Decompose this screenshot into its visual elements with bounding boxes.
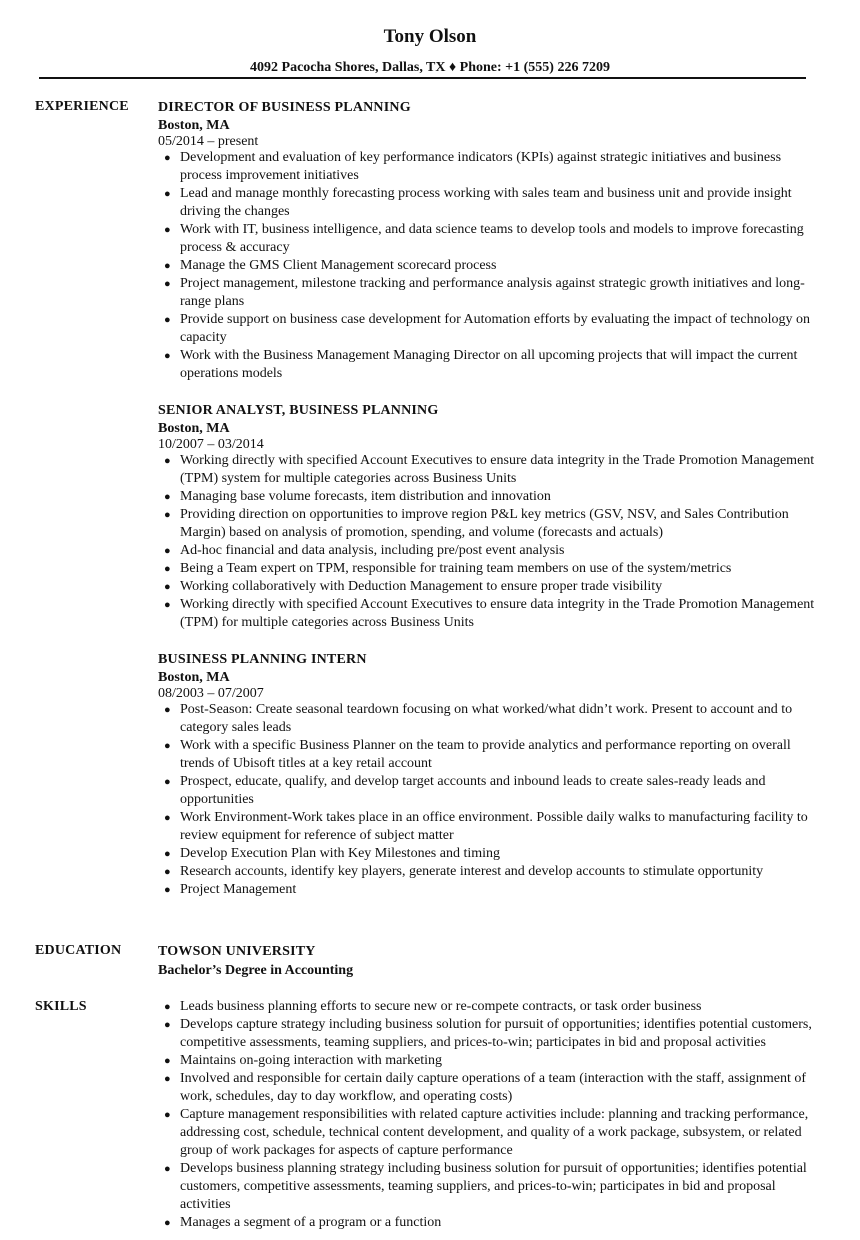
- bullet-icon: ●: [164, 545, 171, 557]
- bullet-text: Provide support on business case development for Automation efforts by evaluating the impact of technology on capacity: [180, 312, 810, 345]
- bullet-text: Being a Team expert on TPM, responsible for training team members on use of the system/metrics: [180, 561, 732, 576]
- bullet-icon: ●: [164, 581, 171, 593]
- skills-body: [158, 998, 818, 1232]
- contact-line: 4092 Pacocha Shores, Dallas, TX ♦ Phone: +1 (555) 226 7209: [250, 60, 610, 75]
- bullet-text: Lead and manage monthly forecasting process working with sales team and business unit and provide insight driving the changes: [180, 186, 792, 219]
- bullet-icon: ●: [164, 866, 171, 878]
- bullet-icon: ●: [164, 350, 171, 362]
- list-item: [158, 542, 818, 560]
- list-item: [158, 1106, 818, 1160]
- bullet-icon: ●: [164, 152, 171, 164]
- degree-name: Bachelor’s Degree in Accounting: [158, 963, 354, 978]
- section-title-experience: EXPERIENCE: [35, 99, 129, 114]
- bullet-icon: ●: [164, 1055, 171, 1067]
- bullet-text: Develop Execution Plan with Key Milestones and timing: [180, 846, 501, 861]
- bullet-icon: ●: [164, 491, 171, 503]
- bullet-text: Prospect, educate, qualify, and develop target accounts and inbound leads to create sales-ready leads and opportunities: [180, 774, 766, 807]
- education-entry: [158, 942, 818, 980]
- list-item: [158, 1052, 818, 1070]
- list-item: [158, 560, 818, 578]
- list-item: [158, 1160, 818, 1214]
- bullet-icon: ●: [164, 1073, 171, 1085]
- job-bullets: [158, 452, 818, 632]
- bullet-text: Working directly with specified Account Executives to ensure data integrity in the Trade Promotion Management (TPM) system for multiple categories across Business Units: [180, 453, 815, 486]
- list-item: [158, 311, 818, 347]
- bullet-text: Involved and responsible for certain daily capture operations of a team (interaction with the staff, assignment of work, schedules, day to day workflow, and operating costs): [180, 1071, 807, 1104]
- list-item: [158, 845, 818, 863]
- bullet-icon: ●: [164, 1019, 171, 1031]
- bullet-text: Post-Season: Create seasonal teardown focusing on what worked/what didn’t work. Present to account and to category sales leads: [180, 702, 793, 735]
- bullet-icon: ●: [164, 1109, 171, 1121]
- bullet-text: Manage the GMS Client Management scorecard process: [180, 258, 497, 273]
- bullet-text: Working collaboratively with Deduction Management to ensure proper trade visibility: [180, 579, 663, 594]
- list-item: [158, 185, 818, 221]
- list-item: [158, 1070, 818, 1106]
- bullet-icon: ●: [164, 704, 171, 716]
- bullet-text: Leads business planning efforts to secure new or re-compete contracts, or task order business: [180, 999, 702, 1014]
- bullet-text: Maintains on-going interaction with marketing: [180, 1053, 443, 1068]
- header-divider: [39, 77, 806, 79]
- list-item: [158, 809, 818, 845]
- list-item: [158, 998, 818, 1016]
- bullet-icon: ●: [164, 776, 171, 788]
- job-title: SENIOR ANALYST, BUSINESS PLANNING: [158, 403, 439, 418]
- bullet-icon: ●: [164, 224, 171, 236]
- bullet-text: Manages a segment of a program or a function: [180, 1215, 442, 1230]
- bullet-text: Develops capture strategy including business solution for pursuit of opportunities; identifies potential customers, competitive assessments, teaming suppliers, and prices-to-win; participates in bid and proposal activities: [180, 1017, 812, 1050]
- job-location: Boston, MA: [158, 670, 230, 685]
- list-item: [158, 488, 818, 506]
- bullet-icon: ●: [164, 1163, 171, 1175]
- list-item: [158, 452, 818, 488]
- bullet-text: Project Management: [180, 882, 297, 897]
- resume-header: [0, 0, 860, 77]
- job-dates: 10/2007 – 03/2014: [158, 437, 264, 452]
- job-dates: 05/2014 – present: [158, 134, 259, 149]
- bullet-icon: ●: [164, 1001, 171, 1013]
- bullet-text: Providing direction on opportunities to improve region P&L key metrics (GSV, NSV, and Sales Contribution Margin) based on analysis of promotion, spending, and volume (forecasts and actuals): [180, 507, 789, 540]
- bullet-text: Work with a specific Business Planner on the team to provide analytics and performance reporting on overall trends of Ubisoft titles at a key retail account: [180, 738, 791, 771]
- job-title: DIRECTOR OF BUSINESS PLANNING: [158, 100, 411, 115]
- bullet-icon: ●: [164, 188, 171, 200]
- bullet-icon: ●: [164, 509, 171, 521]
- bullet-text: Ad-hoc financial and data analysis, including pre/post event analysis: [180, 543, 565, 558]
- bullet-icon: ●: [164, 314, 171, 326]
- job-entry: [158, 98, 818, 383]
- bullet-text: Capture management responsibilities with related capture activities include: planning and tracking performance, addressing cost, schedule, technical content development, and quality of a work package, subsystem, or related group of work packages for aspects of capture performance: [180, 1107, 809, 1158]
- list-item: [158, 1016, 818, 1052]
- job-location: Boston, MA: [158, 118, 230, 133]
- bullet-icon: ●: [164, 1217, 171, 1229]
- bullet-text: Develops business planning strategy including business solution for pursuit of opportunities; identifies potential customers, competitive assessments, teaming suppliers, and prices-to-win; participates in bid and proposal activities: [180, 1161, 807, 1212]
- list-item: [158, 275, 818, 311]
- bullet-icon: ●: [164, 599, 171, 611]
- list-item: [158, 221, 818, 257]
- bullet-icon: ●: [164, 563, 171, 575]
- job-entry: [158, 650, 818, 899]
- bullet-icon: ●: [164, 278, 171, 290]
- section-title-education: EDUCATION: [35, 943, 122, 958]
- bullet-icon: ●: [164, 884, 171, 896]
- job-bullets: [158, 149, 818, 383]
- list-item: [158, 881, 818, 899]
- bullet-icon: ●: [164, 260, 171, 272]
- list-item: [158, 701, 818, 737]
- school-name: TOWSON UNIVERSITY: [158, 944, 316, 959]
- bullet-text: Working directly with specified Account Executives to ensure data integrity in the Trade Promotion Management (TPM) for multiple categories across Business Units: [180, 597, 815, 630]
- list-item: [158, 863, 818, 881]
- bullet-icon: ●: [164, 740, 171, 752]
- job-title: BUSINESS PLANNING INTERN: [158, 652, 367, 667]
- job-dates: 08/2003 – 07/2007: [158, 686, 264, 701]
- list-item: [158, 737, 818, 773]
- bullet-icon: ●: [164, 812, 171, 824]
- candidate-name: Tony Olson: [383, 26, 477, 47]
- list-item: [158, 596, 818, 632]
- section-title-skills: SKILLS: [35, 999, 87, 1014]
- list-item: [158, 578, 818, 596]
- bullet-text: Work Environment-Work takes place in an office environment. Possible daily walks to manufacturing facility to review equipment for reference of subject matter: [180, 810, 808, 843]
- job-entry: [158, 401, 818, 632]
- list-item: [158, 1214, 818, 1232]
- bullet-text: Development and evaluation of key performance indicators (KPIs) against strategic initiatives and business process improvement initiatives: [180, 150, 782, 183]
- bullet-text: Work with IT, business intelligence, and data science teams to develop tools and models to improve forecasting process & accuracy: [180, 222, 804, 255]
- job-location: Boston, MA: [158, 421, 230, 436]
- bullet-text: Project management, milestone tracking and performance analysis against strategic growth initiatives and long-range plans: [180, 276, 805, 309]
- job-bullets: [158, 701, 818, 899]
- list-item: [158, 257, 818, 275]
- list-item: [158, 506, 818, 542]
- bullet-icon: ●: [164, 455, 171, 467]
- bullet-icon: ●: [164, 848, 171, 860]
- list-item: [158, 347, 818, 383]
- experience-list: [158, 98, 818, 917]
- skills-list: [158, 998, 818, 1232]
- bullet-text: Work with the Business Management Managing Director on all upcoming projects that will impact the current operations models: [180, 348, 798, 381]
- list-item: [158, 773, 818, 809]
- bullet-text: Research accounts, identify key players, generate interest and develop accounts to stimulate opportunity: [180, 864, 764, 879]
- list-item: [158, 149, 818, 185]
- bullet-text: Managing base volume forecasts, item distribution and innovation: [180, 489, 551, 504]
